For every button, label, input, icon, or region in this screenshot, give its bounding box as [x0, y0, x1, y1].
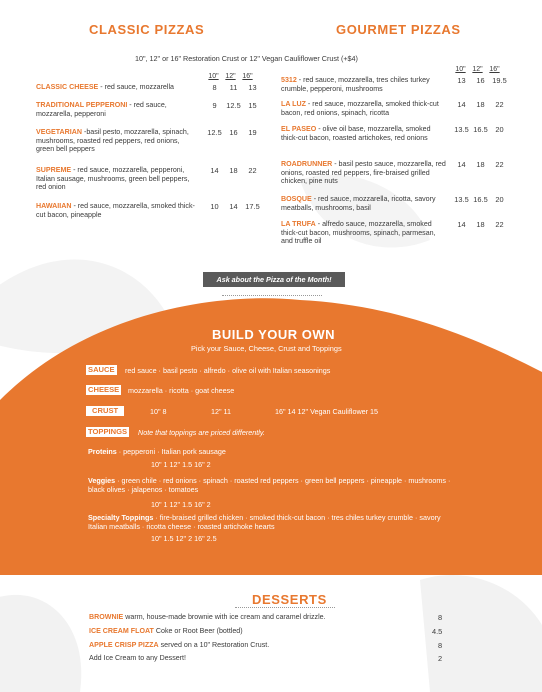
item-prices: 14 18 22	[457, 160, 504, 169]
item-prices: 13.5 16.5 20	[454, 125, 504, 134]
item-prices: 8 11 13	[212, 83, 257, 92]
dessert-ice-cream-float: ICE CREAM FLOAT Coke or Root Beer (bottled)	[89, 627, 243, 635]
dessert-add-ice-cream: Add Ice Cream to any Dessert!	[89, 654, 186, 662]
item-prices: 12.5 16 19	[207, 128, 257, 137]
menu-item-classic-cheese: CLASSIC CHEESE - red sauce, mozzarella	[36, 83, 174, 91]
cheese-label: CHEESE	[88, 385, 120, 394]
proteins-prices: 10" 1 12" 1.5 16" 2	[151, 460, 211, 469]
crust-16: 16" 14 12" Vegan Cauliflower 15	[275, 407, 379, 416]
dessert-apple-crisp: APPLE CRISP PIZZA served on a 10" Restoration Crust.	[89, 641, 270, 649]
item-prices: 10 14 17.5	[210, 202, 260, 211]
dessert-price: 2	[438, 654, 443, 663]
crust-note: 10", 12" or 16" Restoration Crust or 12" Vegan Cauliflower Crust (+$4)	[135, 54, 358, 63]
desserts-heading: DESSERTS	[252, 592, 327, 607]
menu-item-5312: 5312 - red sauce, mozzarella, tres chiles turkey crumble, pepperoni, mushrooms	[281, 76, 430, 93]
build-your-own-heading: BUILD YOUR OWN	[212, 327, 336, 342]
size-label: 12"	[472, 66, 483, 73]
item-prices: 9 12.5 15	[212, 101, 257, 110]
size-label: 16"	[489, 66, 500, 73]
size-label: 10"	[208, 73, 219, 80]
cheese-options: mozzarella · ricotta · goat cheese	[128, 386, 235, 395]
item-prices: 14 18 22	[210, 166, 257, 175]
veggies-prices: 10" 1 12" 1.5 16" 2	[151, 500, 211, 509]
veggies-list: Veggies · green chile · red onions · spinach · roasted red peppers · green bell peppers · pineapple · mushrooms · black olives · jalapenos · tomatoes	[88, 476, 451, 494]
classic-pizzas-heading: CLASSIC PIZZAS	[89, 22, 205, 37]
gourmet-sizes-header	[452, 66, 503, 73]
size-label: 12"	[225, 73, 236, 80]
item-prices: 14 18 22	[457, 100, 504, 109]
dessert-price: 4.5	[432, 627, 443, 636]
pizza-of-month-banner: Ask about the Pizza of the Month!	[203, 272, 345, 287]
build-your-own-subtitle: Pick your Sauce, Cheese, Crust and Toppings	[191, 344, 342, 353]
menu-item-el-paseo: EL PASEO - olive oil base, mozzarella, smoked thick-cut bacon, roasted artichokes, red onions	[281, 125, 431, 142]
menu-item-vegetarian: VEGETARIAN -basil pesto, mozzarella, spinach, mushrooms, roasted red peppers, red onions, green bell peppers	[36, 128, 189, 154]
menu-item-hawaiian: HAWAIIAN - red sauce, mozzarella, smoked thick-cut bacon, pineapple	[36, 202, 195, 219]
specialty-prices: 10" 1.5 12" 2 16" 2.5	[151, 534, 217, 543]
divider	[235, 607, 335, 608]
menu-item-roadrunner: ROADRUNNER - basil pesto sauce, mozzarella, red onions, roasted red peppers, fire-braised grilled chicken, pine nuts	[281, 160, 446, 186]
item-prices: 13.5 16.5 20	[454, 195, 504, 204]
menu-item-la-trufa: LA TRUFA - alfredo sauce, mozzarella, smoked thick-cut bacon, mushrooms, spinach, parmesan, and truffle oil	[281, 220, 436, 246]
classic-sizes-header	[205, 73, 256, 80]
sauce-options: red sauce · basil pesto · alfredo · olive oil with Italian seasonings	[125, 366, 331, 375]
gourmet-pizzas-heading: GOURMET PIZZAS	[336, 22, 461, 37]
crust-12: 12" 11	[211, 407, 232, 416]
item-prices: 14 18 22	[457, 220, 504, 229]
menu-item-traditional-pepperoni: TRADITIONAL PEPPERONI - red sauce, mozzarella, pepperoni	[36, 101, 167, 118]
dessert-brownie: BROWNIE warm, house-made brownie with ice cream and caramel drizzle.	[89, 613, 326, 621]
crust-10: 10" 8	[150, 407, 167, 416]
specialty-toppings-list: Specialty Toppings · fire-braised grilled chicken · smoked thick-cut bacon · tres chiles turkey crumble · savory Italian meatballs · ricotta cheese · roasted artichoke hearts	[88, 513, 441, 531]
size-label: 10"	[455, 66, 466, 73]
menu-item-bosque: BOSQUE - red sauce, mozzarella, ricotta, savory meatballs, mushrooms, basil	[281, 195, 436, 212]
item-prices: 13 16 19.5	[457, 76, 507, 85]
dessert-price: 8	[438, 613, 443, 622]
divider	[222, 295, 322, 296]
size-label: 16"	[242, 73, 253, 80]
sauce-label: SAUCE	[88, 365, 115, 374]
toppings-label: TOPPINGS	[88, 427, 128, 436]
menu-item-supreme: SUPREME - red sauce, mozzarella, pepperoni, Italian sausage, mushrooms, green bell peppers, red onion	[36, 166, 190, 192]
toppings-note: Note that toppings are priced differently.	[138, 428, 265, 437]
crust-label: CRUST	[86, 406, 124, 416]
dessert-price: 8	[438, 641, 443, 650]
proteins-list: Proteins · pepperoni · Italian pork sausage	[88, 447, 226, 456]
menu-item-la-luz: LA LUZ - red sauce, mozzarella, smoked thick-cut bacon, red onions, spinach, ricotta	[281, 100, 439, 117]
